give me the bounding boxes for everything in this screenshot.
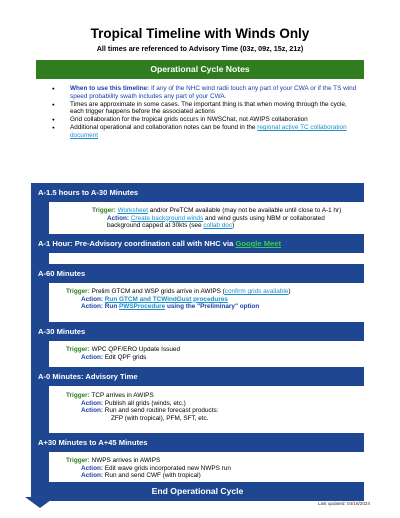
action-cont-end: ) xyxy=(232,222,235,230)
action-label: Action: xyxy=(81,303,104,311)
trigger-label: Trigger: xyxy=(66,288,90,295)
last-updated: Last updated: 04/18/2024 xyxy=(317,501,370,506)
note-when-text: If any of the NHC wind radii touch any part of your CWA or if the TS wind speed probability swath includes any part of your CWA. xyxy=(70,85,357,100)
collab-doc-link[interactable]: collab doc xyxy=(203,222,233,230)
action-label: Action: xyxy=(81,407,104,415)
trigger-text: NWPS arrives in AWIPS xyxy=(91,457,161,464)
trigger-label: Trigger: xyxy=(92,207,116,214)
note-grid-collab: ● Grid collaboration for the tropical grids occurs in NWSChat, not AWIPS collaboration xyxy=(52,116,357,124)
action-text: Edit QPF grids xyxy=(104,353,147,361)
confirm-grids-link[interactable]: confirm grids available xyxy=(224,288,289,295)
trigger-text: Prelim GTCM and WSP grids arrive in AWIPS ( xyxy=(91,288,225,295)
phase-a-90-content xyxy=(92,207,341,230)
action-label: Action: xyxy=(81,399,104,407)
action-text: and wind gusts using NBM or collaborated xyxy=(203,214,325,222)
action-label: Action: xyxy=(81,464,104,472)
phase-header-a-30: A-30 Minutes xyxy=(31,322,364,341)
run-gtcm-link[interactable]: Run GTCM and TCWindGust procedures xyxy=(104,295,228,303)
note-when-lead: When to use this timeline: xyxy=(70,85,150,92)
notes-header: Operational Cycle Notes xyxy=(36,60,364,79)
trigger-text: and/or PreTCM available (may not be available until close to A-1 hr) xyxy=(148,207,342,214)
phase-header-a-90: A-1.5 hours to A-30 Minutes xyxy=(31,183,364,202)
phase-a-0-content xyxy=(66,392,218,422)
phase-header-a-60: A-60 Minutes xyxy=(31,264,364,283)
phase-header-a-0: A-0 Minutes: Advisory Time xyxy=(31,367,364,386)
action-label: Action: xyxy=(81,295,104,303)
action-label: Action: xyxy=(81,353,104,361)
note-times: ● Times are approximate in some cases. The important thing is that when moving through the cycle, each trigger happens before the associated actions xyxy=(52,101,357,116)
trigger-label: Trigger: xyxy=(66,457,90,464)
action-run-cwf-text: Run and send CWF (with tropical) xyxy=(104,472,201,480)
phase-a-60-content xyxy=(66,288,290,311)
action-products-text: ZFP (with tropical), PFM, SFT, etc. xyxy=(111,414,209,422)
action-publish-text: Publish all grids (winds, etc.) xyxy=(104,399,186,407)
pws-procedure-link[interactable]: PWSProcedure xyxy=(119,303,166,311)
trigger-label: Trigger: xyxy=(66,346,90,353)
end-cycle-bar: End Operational Cycle xyxy=(31,482,364,501)
phase-a-plus-30-content xyxy=(66,457,231,480)
action-label: Action: xyxy=(81,472,104,480)
note-additional-text: Additional operational and collaboration notes can be found in the xyxy=(70,124,258,132)
action-edit-wave-text: Edit wave grids incorporated new NWPS run xyxy=(104,464,231,472)
trigger-text: TCP arrives in AWIPS xyxy=(91,392,154,399)
phase-header-a-60-call xyxy=(31,234,364,253)
trigger-label: Trigger: xyxy=(66,392,90,399)
note-additional xyxy=(52,124,357,139)
phase-header-a-plus-30: A+30 Minutes to A+45 Minutes xyxy=(31,433,364,452)
notes-list xyxy=(52,85,357,140)
phase-a-30-content xyxy=(66,346,180,361)
page-subtitle: All times are referenced to Advisory Time (03z, 09z, 15z, 21z) xyxy=(96,44,304,53)
create-background-winds-link[interactable]: Create background winds xyxy=(130,214,204,222)
note-when-to-use xyxy=(52,85,357,100)
action-cont-text: background capped at 30kts (see xyxy=(107,222,204,230)
google-meet-link[interactable]: Google Meet xyxy=(235,239,282,248)
phase-call-title: A-1 Hour: Pre-Advisory coordination call with NHC via xyxy=(38,239,236,248)
trigger-text: WPC QPF/ERO Update Issued xyxy=(91,346,181,353)
worksheet-link[interactable]: Worksheet xyxy=(117,207,149,214)
action-run-text: Run xyxy=(104,303,119,311)
action-label: Action: xyxy=(107,214,130,222)
trigger-end: ) xyxy=(288,288,291,295)
page-title: Tropical Timeline with Winds Only xyxy=(90,26,310,41)
action-run-send-text: Run and send routine forecast products: xyxy=(104,407,219,415)
action-option-text: using the "Preliminary" option xyxy=(165,303,260,311)
regional-collab-doc-link[interactable]: regional active TC collaboration document xyxy=(70,124,347,140)
